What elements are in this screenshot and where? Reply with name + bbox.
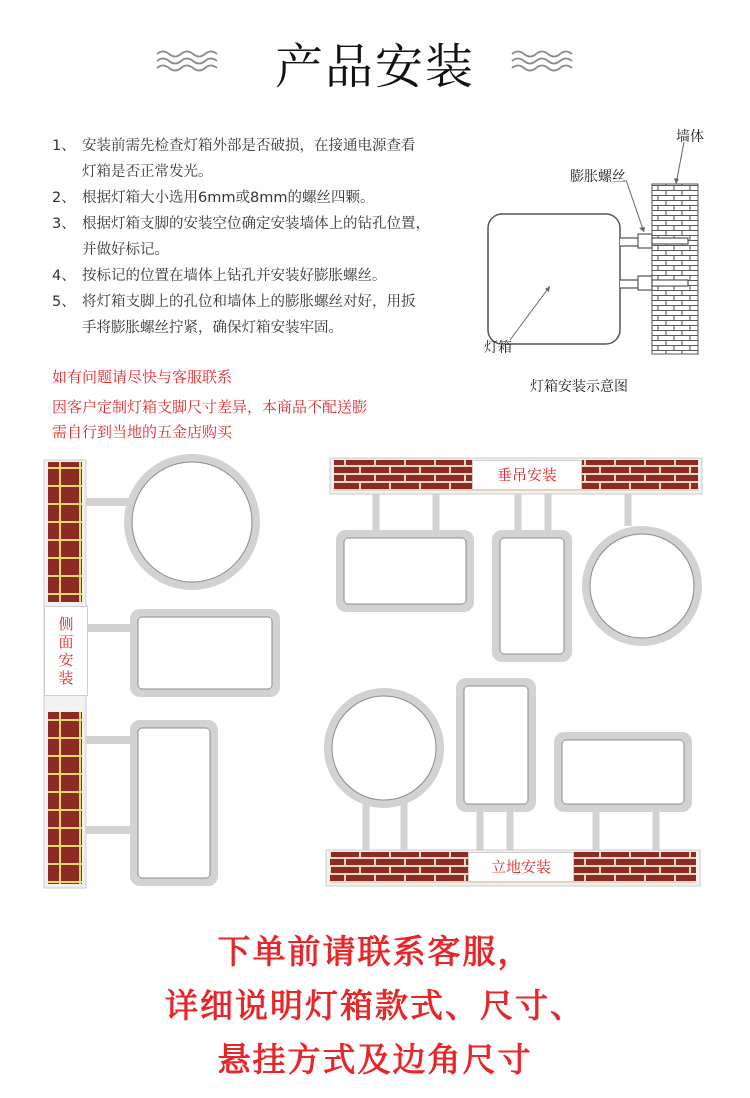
schematic-caption: 灯箱安装示意图 — [530, 379, 628, 395]
bottom-line-2: 详细说明灯箱款式、尺寸、 — [165, 986, 585, 1025]
install-types-diagram — [0, 450, 750, 900]
lightbox-label: 灯箱 — [484, 340, 512, 356]
install-schematic — [470, 120, 730, 370]
left-wave-decoration — [155, 48, 227, 74]
step-2: 2、 根据灯箱大小选用6mm或8mm的螺丝四颗。 — [52, 190, 375, 206]
bolt-note: 因客户定制灯箱支脚尺寸差异，本商品不配送膨 — [52, 398, 368, 416]
step-5: 5、 将灯箱支脚上的孔位和墙体上的膨胀螺丝对好，用扳 手将膨胀螺丝拧紧，确保灯箱安装牢固。 — [52, 294, 416, 336]
bolt-label: 膨胀螺丝 — [570, 169, 626, 185]
bottom-line-3: 悬挂方式及边角尺寸 — [217, 1040, 533, 1079]
page-title: 产品安装 — [274, 39, 475, 95]
step-4: 4、 按标记的位置在墙体上钻孔并安装好膨胀螺丝。 — [52, 268, 387, 284]
step-3: 3、 根据灯箱支脚的安装空位确定安装墙体上的钻孔位置， 并做好标记。 — [52, 216, 430, 258]
lightbox-shape — [488, 214, 620, 344]
wall-label: 墙体 — [676, 129, 704, 145]
install-steps — [52, 133, 492, 341]
hardware-note: 需自行到当地的五金店购买 — [52, 423, 233, 441]
step-1: 1、 安装前需先检查灯箱外部是否破损，在接通电源查看 灯箱是否正常发光。 — [52, 138, 416, 180]
bottom-line-1: 下单前请联系客服， — [217, 932, 533, 971]
side-install-tag: 侧面安装 — [44, 606, 88, 696]
wall — [652, 184, 698, 354]
hanging-install-tag: 垂吊安装 — [472, 460, 582, 490]
right-wave-decoration — [510, 48, 582, 74]
standing-install-tag: 立地安装 — [468, 852, 574, 882]
contact-note: 如有问题请尽快与客服联系 — [52, 368, 233, 386]
